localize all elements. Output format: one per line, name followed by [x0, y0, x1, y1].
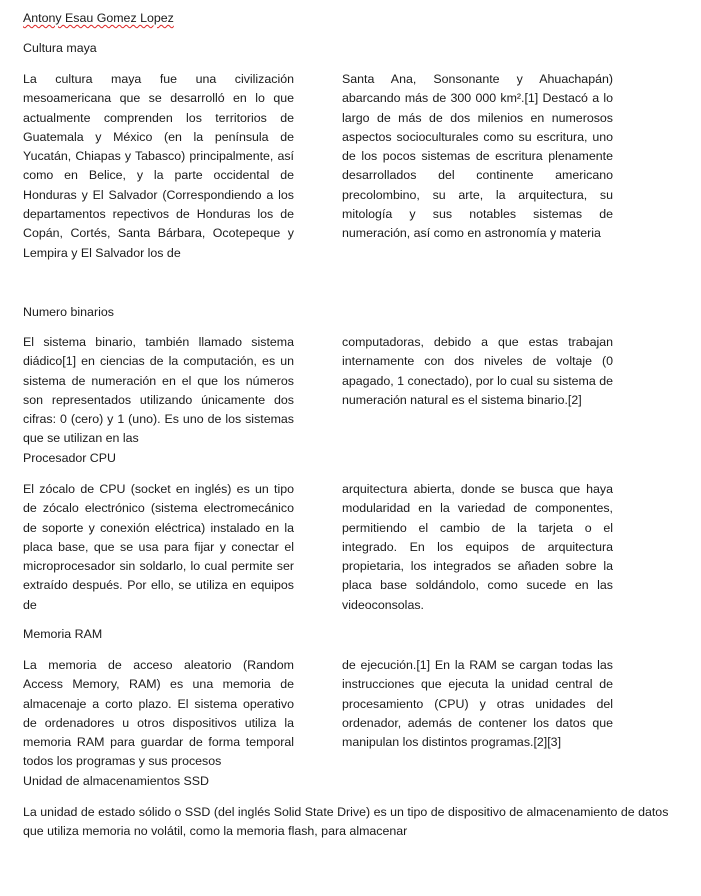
binarios-right-column: computadoras, debido a que estas trabajan internamente con dos niveles de voltaje (0 apagado, 1 conectado), por lo cual su sistema de numeración natural es el sistema binario.[2]	[342, 335, 613, 407]
binarios-left-text: El sistema binario, también llamado sistema diádico[1] en ciencias de la computación, es un sistema de numeración en el que los números son representados utilizando únicamente dos cifras: 0 (cero) y 1 (uno). Es uno de los sistemas que se utilizan en las	[23, 335, 294, 446]
ram-left-text: La memoria de acceso aleatorio (Random Access Memory, RAM) es una memoria de almacenaje a corto plazo. El sistema operativo de ordenadores u otros dispositivos utiliza la memoria RAM para guardar de forma temporal todos los programas y sus procesos	[23, 658, 294, 769]
heading-unidad-ssd: Unidad de almacenamientos SSD	[23, 773, 209, 788]
heading-memoria-ram: Memoria RAM	[23, 627, 103, 641]
cpu-right-column: arquitectura abierta, donde se busca que haya modularidad en la variedad de componentes, permitiendo el cambio de la tarjeta o el integrado. En los equipos de arquitectura propietaria, los integrados se añaden sobre la placa base soldándolo, como sucede en las videoconsolas.	[342, 482, 613, 612]
ram-left-column	[23, 656, 294, 791]
maya-left-column: La cultura maya fue una civilización mesoamericana que se desarrolló en lo que actualmente comprenden los territorios de Guatemala y México (en la península de Yucatán, Chiapas y Tabasco) principalmente, así como en Belice, y la parte occidental de Honduras y El Salvador (Correspondiendo a los departamentos repectivos de Honduras los de Copán, Cortés, Santa Bárbara, Ocotepeque y Lempira y El Salvador los de	[23, 72, 294, 260]
binarios-left-column	[23, 333, 294, 468]
heading-procesador-cpu: Procesador CPU	[23, 450, 116, 465]
heading-numero-binarios: Numero binarios	[23, 305, 114, 319]
cpu-left-column: El zócalo de CPU (socket en inglés) es un tipo de zócalo electrónico (sistema electromecánico de soporte y conexión eléctrica) instalado en la placa base, que se usa para fijar y conectar el microprocesador sin soldarlo, lo cual permite ser extraído después. Por ello, se utiliza en equipos de	[23, 482, 294, 612]
heading-cultura-maya: Cultura maya	[23, 41, 97, 55]
ssd-paragraph: La unidad de estado sólido o SSD (del inglés Solid State Drive) es un tipo de dispositivo de almacenamiento de datos que utiliza memoria no volátil, como la memoria flash, para almacenar	[23, 805, 669, 839]
author-name: Antony Esau Gomez Lopez	[23, 11, 174, 25]
ram-right-column: de ejecución.[1] En la RAM se cargan todas las instrucciones que ejecuta la unidad central de procesamiento (CPU) y otras unidades del ordenador, además de contener los datos que manipulan los distintos programas.[2][3]	[342, 658, 613, 750]
maya-right-column: Santa Ana, Sonsonante y Ahuachapán) abarcando más de 300 000 km².[1] Destacó a lo largo de más de dos milenios en numerosos aspectos socioculturales como su escritura, uno de los pocos sistemas de escritura plenamente desarrollados del continente americano precolombino, su arte, la arquitectura, su mitología y sus notables sistemas de numeración, así como en astronomía y materia	[342, 72, 613, 241]
